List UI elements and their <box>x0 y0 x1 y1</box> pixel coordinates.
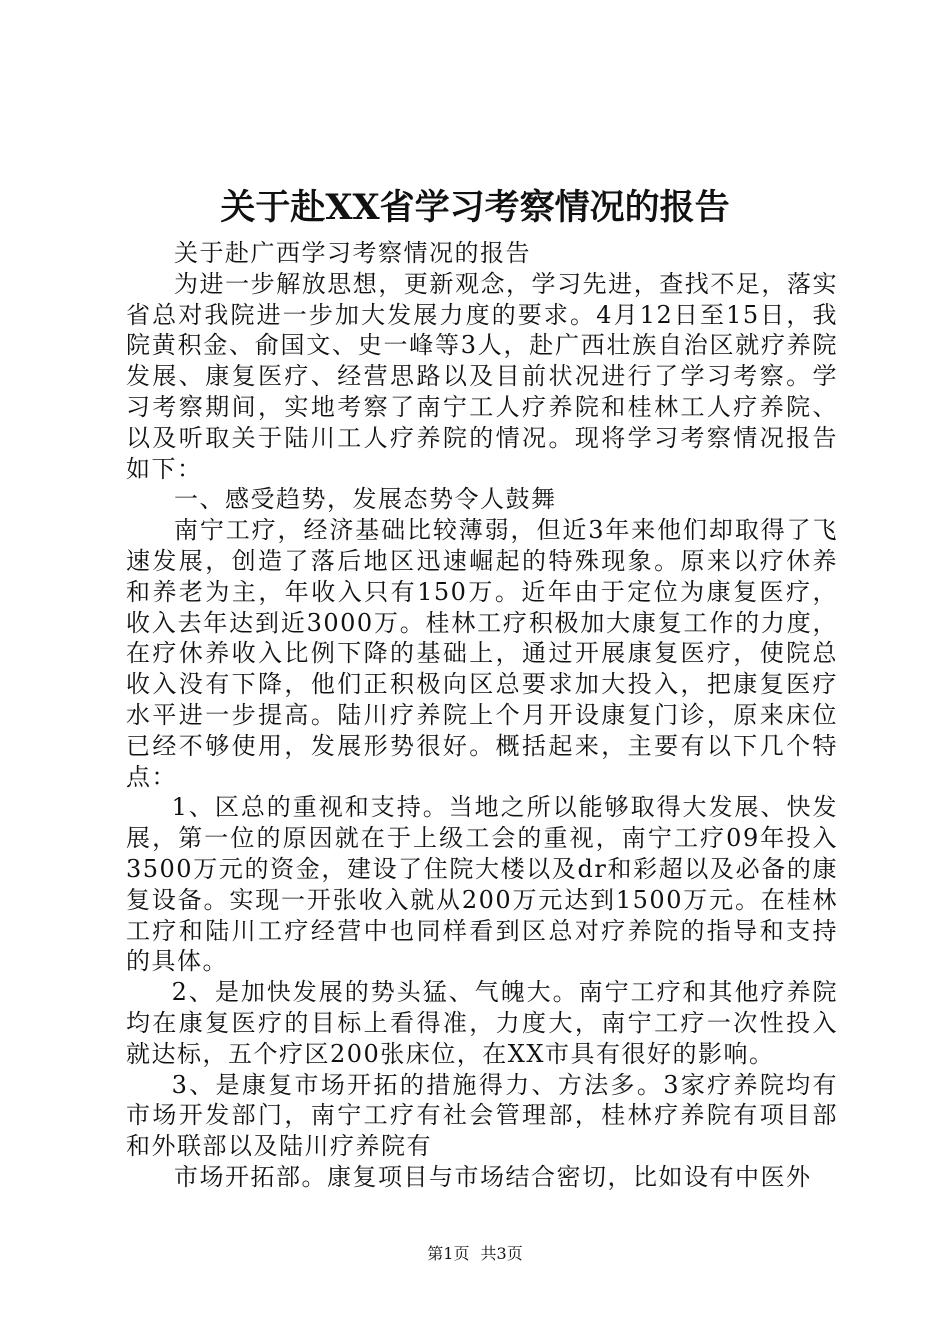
paragraph-subtitle: 关于赴广西学习考察情况的报告 <box>174 239 531 267</box>
paragraph-point-2: 2、是加快发展的势头猛、气魄大。南宁工疗和其他疗养院均在康复医疗的目标上看得准，力度大，南宁工疗一次性投入就达标，五个疗区200张床位，在XX市具有很好的影响。 <box>126 978 838 1068</box>
paragraph-continued: 市场开拓部。康复项目与市场结合密切，比如设有中医外 <box>174 1162 812 1191</box>
paragraph-intro: 为进一步解放思想，更新观念，学习先进，查找不足，落实省总对我院进一步加大发展力度的要求。4月12日至15日，我院黄积金、俞国文、史一峰等3人，赴广西壮族自治区就疗养院发展、康复医疗、经营思路以及目前状况进行了学习考察。学习考察期间，实地考察了南宁工人疗养院和桂林工人疗养院、以及听取关于陆川工人疗养院的情况。现将学习考察情况报告如下： <box>126 269 838 483</box>
section-heading-1: 一、感受趋势，发展态势令人鼓舞 <box>174 485 557 514</box>
paragraph-nanning: 南宁工疗，经济基础比较薄弱，但近3年来他们却取得了飞速发展，创造了落后地区迅速崛起的特殊现象。原来以疗休养和养老为主，年收入只有150万。近年由于定位为康复医疗，收入去年达到近3000万。桂林工疗积极加大康复工作的力度，在疗休养收入比例下降的基础上，通过开展康复医疗，使院总收入没有下降，他们正积极向区总要求加大投入，把康复医疗水平进一步提高。陆川疗养院上个月开设康复门诊，原来床位已经不够使用，发展形势很好。概括起来，主要有以下几个特点： <box>126 516 838 791</box>
paragraph-point-1: 1、区总的重视和支持。当地之所以能够取得大发展、快发展，第一位的原因就在于上级工会的重视，南宁工疗09年投入3500万元的资金，建设了住院大楼以及dr和彩超以及必备的康复设备。实现一开张收入就从200万元达到1500万元。在桂林工疗和陆川工疗经营中也同样看到区总对疗养院的指导和支持的具体。 <box>126 793 838 976</box>
document-body <box>126 238 838 1193</box>
page-number: 第1页 <box>427 1244 470 1263</box>
page-total: 共3页 <box>480 1244 523 1263</box>
page-footer <box>0 1243 950 1265</box>
paragraph-point-3: 3、是康复市场开拓的措施得力、方法多。3家疗养院均有市场开发部门，南宁工疗有社会管理部，桂林疗养院有项目部和外联部以及陆川疗养院有 <box>126 1070 838 1161</box>
document-title: 关于赴XX省学习考察情况的报告 <box>220 187 730 228</box>
